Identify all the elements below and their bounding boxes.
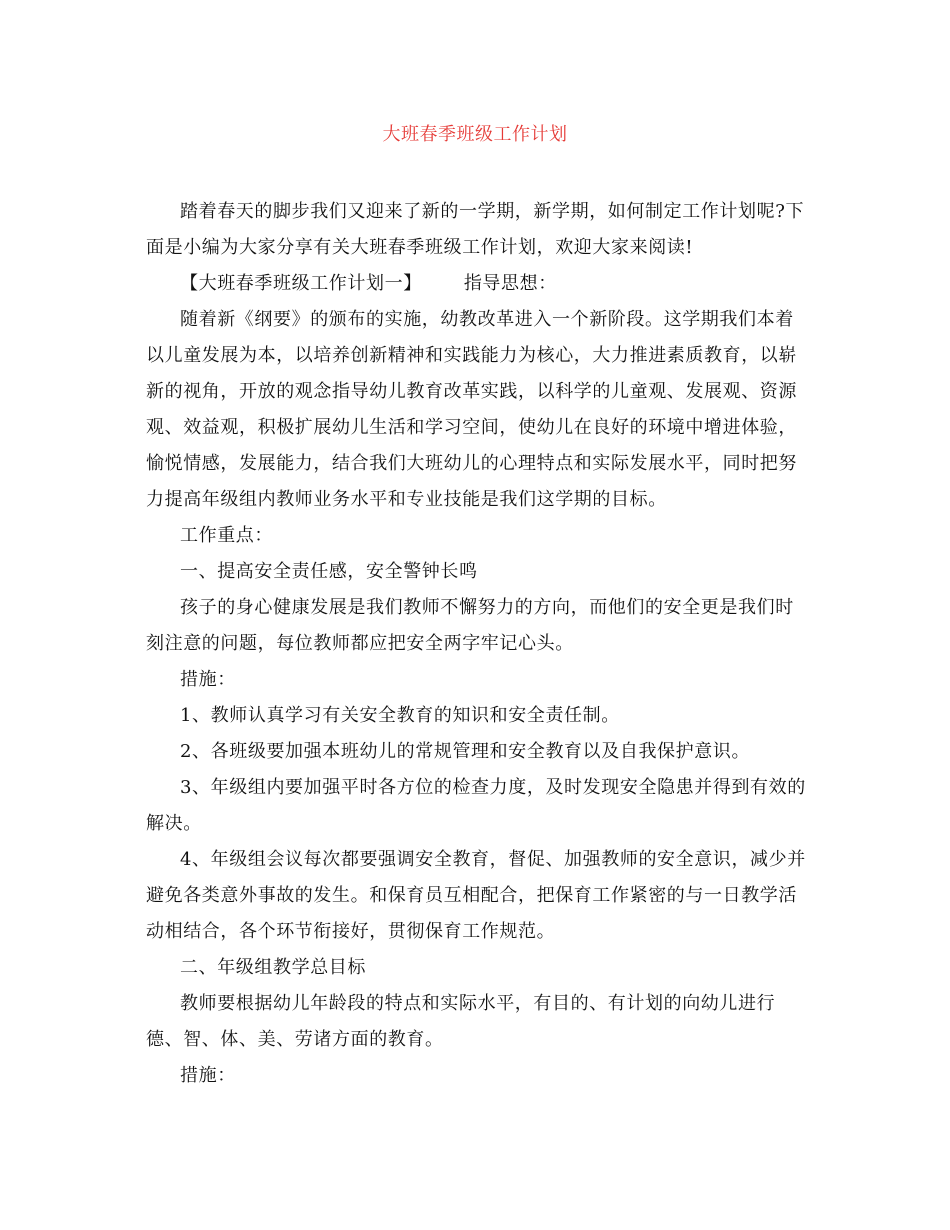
document-body (146, 194, 812, 1094)
measure-item-4: 4、年级组会议每次都要强调安全教育，督促、加强教师的安全意识，减少并避免各类意外事故的发生。和保育员互相配合，把保育工作紧密的与一日教学活动相结合，各个环节衔接好，贯彻保育工作规范。 (146, 849, 806, 942)
measure-item-2: 2、各班级要加强本班幼儿的常规管理和安全教育以及自我保护意识。 (180, 741, 751, 762)
intro-paragraph: 踏着春天的脚步我们又迎来了新的一学期，新学期，如何制定工作计划呢?下面是小编为大家分享有关大班春季班级工作计划，欢迎大家来阅读! (146, 201, 805, 258)
document-title: 大班春季班级工作计划 (382, 124, 568, 145)
work-focus-heading: 工作重点： (180, 525, 273, 546)
guiding-thought-paragraph: 随着新《纲要》的颁布的实施，幼教改革进入一个新阶段。这学期我们本着以儿童发展为本，以培养创新精神和实践能力为核心，大力推进素质教育，以崭新的视角，开放的观念指导幼儿教育改革实践，以科学的儿童观、发展观、资源观、效益观，积极扩展幼儿生活和学习空间，使幼儿在良好的环境中增进体验，愉悦情感，发展能力，结合我们大班幼儿的心理特点和实际发展水平，同时把努力提高年级组内教师业务水平和专业技能是我们这学期的目标。 (146, 309, 797, 510)
section-one-heading: 一、提高安全责任感，安全警钟长鸣 (180, 561, 478, 582)
teaching-goal-paragraph: 教师要根据幼儿年龄段的特点和实际水平，有目的、有计划的向幼儿进行德、智、体、美、劳诸方面的教育。 (146, 993, 776, 1050)
guiding-thought-heading: 指导思想： (463, 273, 557, 294)
plan-one-heading: 【大班春季班级工作计划一】 (180, 273, 422, 294)
safety-paragraph: 孩子的身心健康发展是我们教师不懈努力的方向，而他们的安全更是我们时刻注意的问题，每位教师都应把安全两字牢记心头。 (146, 597, 794, 654)
plan-heading-line (146, 266, 812, 302)
measure-item-3: 3、年级组内要加强平时各方位的检查力度，及时发现安全隐患并得到有效的解决。 (146, 777, 806, 834)
section-two-heading: 二、年级组教学总目标 (180, 957, 366, 978)
measures-heading-2: 措施： (180, 1065, 236, 1086)
measures-heading: 措施： (180, 669, 236, 690)
measure-item-1: 1、教师认真学习有关安全教育的知识和安全责任制。 (180, 705, 620, 726)
